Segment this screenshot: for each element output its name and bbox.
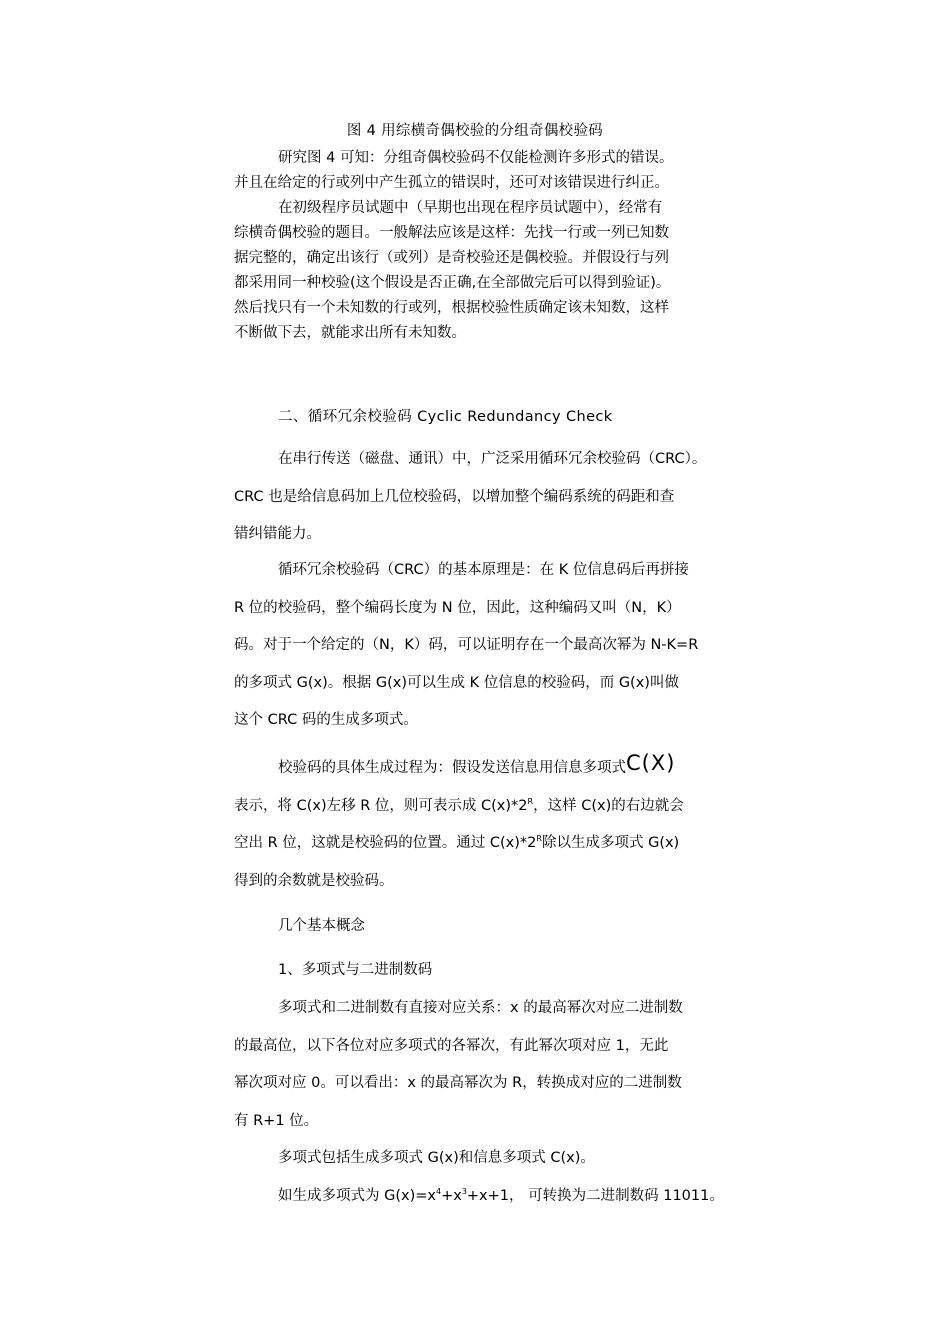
text-line: 错纠错能力。 bbox=[234, 526, 321, 542]
text-line: 在串行传送（磁盘、通讯）中，广泛采用循环冗余校验码（CRC）。 bbox=[278, 451, 707, 467]
text-line: 综横奇偶校验的题目。一般解法应该是这样：先找一行或一列已知数 bbox=[234, 225, 669, 241]
text-line: 这个 CRC 码的生成多项式。 bbox=[234, 712, 418, 728]
section-title: 二、循环冗余校验码 Cyclic Redundancy Check bbox=[278, 409, 613, 425]
text-line: 的多项式 G(x)。根据 G(x)可以生成 K 位信息的校验码，而 G(x)叫做 bbox=[234, 674, 679, 691]
text-line bbox=[234, 745, 718, 788]
text-line: 幂次项对应 0。可以看出：x 的最高幂次为 R，转换成对应的二进制数 bbox=[234, 1075, 682, 1091]
text-segment: 除以生成多项式 G(x) bbox=[541, 835, 680, 851]
polynomial-types-paragraph bbox=[234, 1140, 718, 1178]
text-line: 有 R+1 位。 bbox=[234, 1112, 319, 1129]
concepts-title: 几个基本概念 bbox=[278, 918, 365, 934]
text-line: 据完整的，确定出该行（或列）是奇校验还是偶校验。并假设行与列 bbox=[234, 250, 669, 266]
text-segment: 空出 R 位，这就是校验码的位置。通过 C(x)*2 bbox=[234, 835, 537, 851]
text-segment: 表示，将 C(x)左移 R 位，则可表示成 C(x)*2 bbox=[234, 797, 528, 814]
text-line: 多项式包括生成多项式 G(x)和信息多项式 C(x)。 bbox=[278, 1150, 595, 1166]
text-line: 并且在给定的行或列中产生孤立的错误时，还可对该错误进行纠正。 bbox=[234, 175, 669, 191]
figure-caption: 图 4 用综横奇偶校验的分组奇偶校验码 bbox=[346, 123, 604, 139]
text-line: 的最高位，以下各位对应多项式的各幂次，有此幂次项对应 1，无此 bbox=[234, 1037, 669, 1054]
text-line: 在初级程序员试题中（早期也出现在程序员试题中），经常有 bbox=[278, 200, 663, 216]
text-segment: 校验码的具体生成过程为：假设发送信息用信息多项式 bbox=[278, 760, 626, 776]
text-line: 研究图 4 可知：分组奇偶校验码不仅能检测许多形式的错误。 bbox=[278, 150, 674, 166]
concepts-heading-block bbox=[234, 908, 718, 989]
crc-intro-paragraph bbox=[234, 441, 718, 554]
text-line: CRC 也是给信息码加上几位校验码，以增加整个编码系统的码距和查 bbox=[234, 488, 675, 505]
text-segment: ，这样 C(x)的右边就会 bbox=[533, 797, 684, 814]
superscript: R bbox=[536, 834, 542, 844]
formula-cx: C(X) bbox=[626, 751, 676, 775]
text-line bbox=[234, 788, 718, 826]
text-line: 然后找只有一个未知数的行或列，根据校验性质确定该未知数，这样 bbox=[234, 300, 669, 316]
text-line bbox=[234, 1178, 724, 1216]
intro-paragraph bbox=[234, 146, 718, 346]
text-line: 都采用同一种校验(这个假设是否正确,在全部做完后可以得到验证)。 bbox=[234, 275, 671, 291]
text-line: 不断做下去，就能求出所有未知数。 bbox=[234, 325, 466, 341]
text-line: 码。对于一个给定的（N，K）码，可以证明存在一个最高次幂为 N-K=R bbox=[234, 637, 699, 653]
superscript: R bbox=[527, 796, 534, 806]
text-segment: 如生成多项式为 G(x)=x bbox=[278, 1188, 436, 1204]
concept-1-title: 1、多项式与二进制数码 bbox=[278, 961, 433, 978]
text-line: 多项式和二进制数有直接对应关系：x 的最高幂次对应二进制数 bbox=[278, 1000, 683, 1016]
crc-principle-paragraph bbox=[234, 552, 718, 740]
text-segment: +x+1， 可转换为二进制数码 11011。 bbox=[466, 1188, 724, 1204]
text-line bbox=[234, 825, 718, 863]
text-line: 循环冗余校验码（CRC）的基本原理是：在 K 位信息码后再拼接 bbox=[278, 562, 689, 578]
superscript: 4 bbox=[435, 1187, 442, 1197]
polynomial-example-paragraph bbox=[234, 1178, 724, 1216]
crc-process-paragraph bbox=[234, 745, 718, 900]
text-line: R 位的校验码，整个编码长度为 N 位，因此，这种编码又叫（N，K） bbox=[234, 599, 681, 616]
superscript: 3 bbox=[461, 1187, 467, 1197]
polynomial-paragraph bbox=[234, 990, 718, 1140]
text-segment: +x bbox=[441, 1188, 462, 1204]
text-line: 得到的余数就是校验码。 bbox=[234, 872, 394, 889]
